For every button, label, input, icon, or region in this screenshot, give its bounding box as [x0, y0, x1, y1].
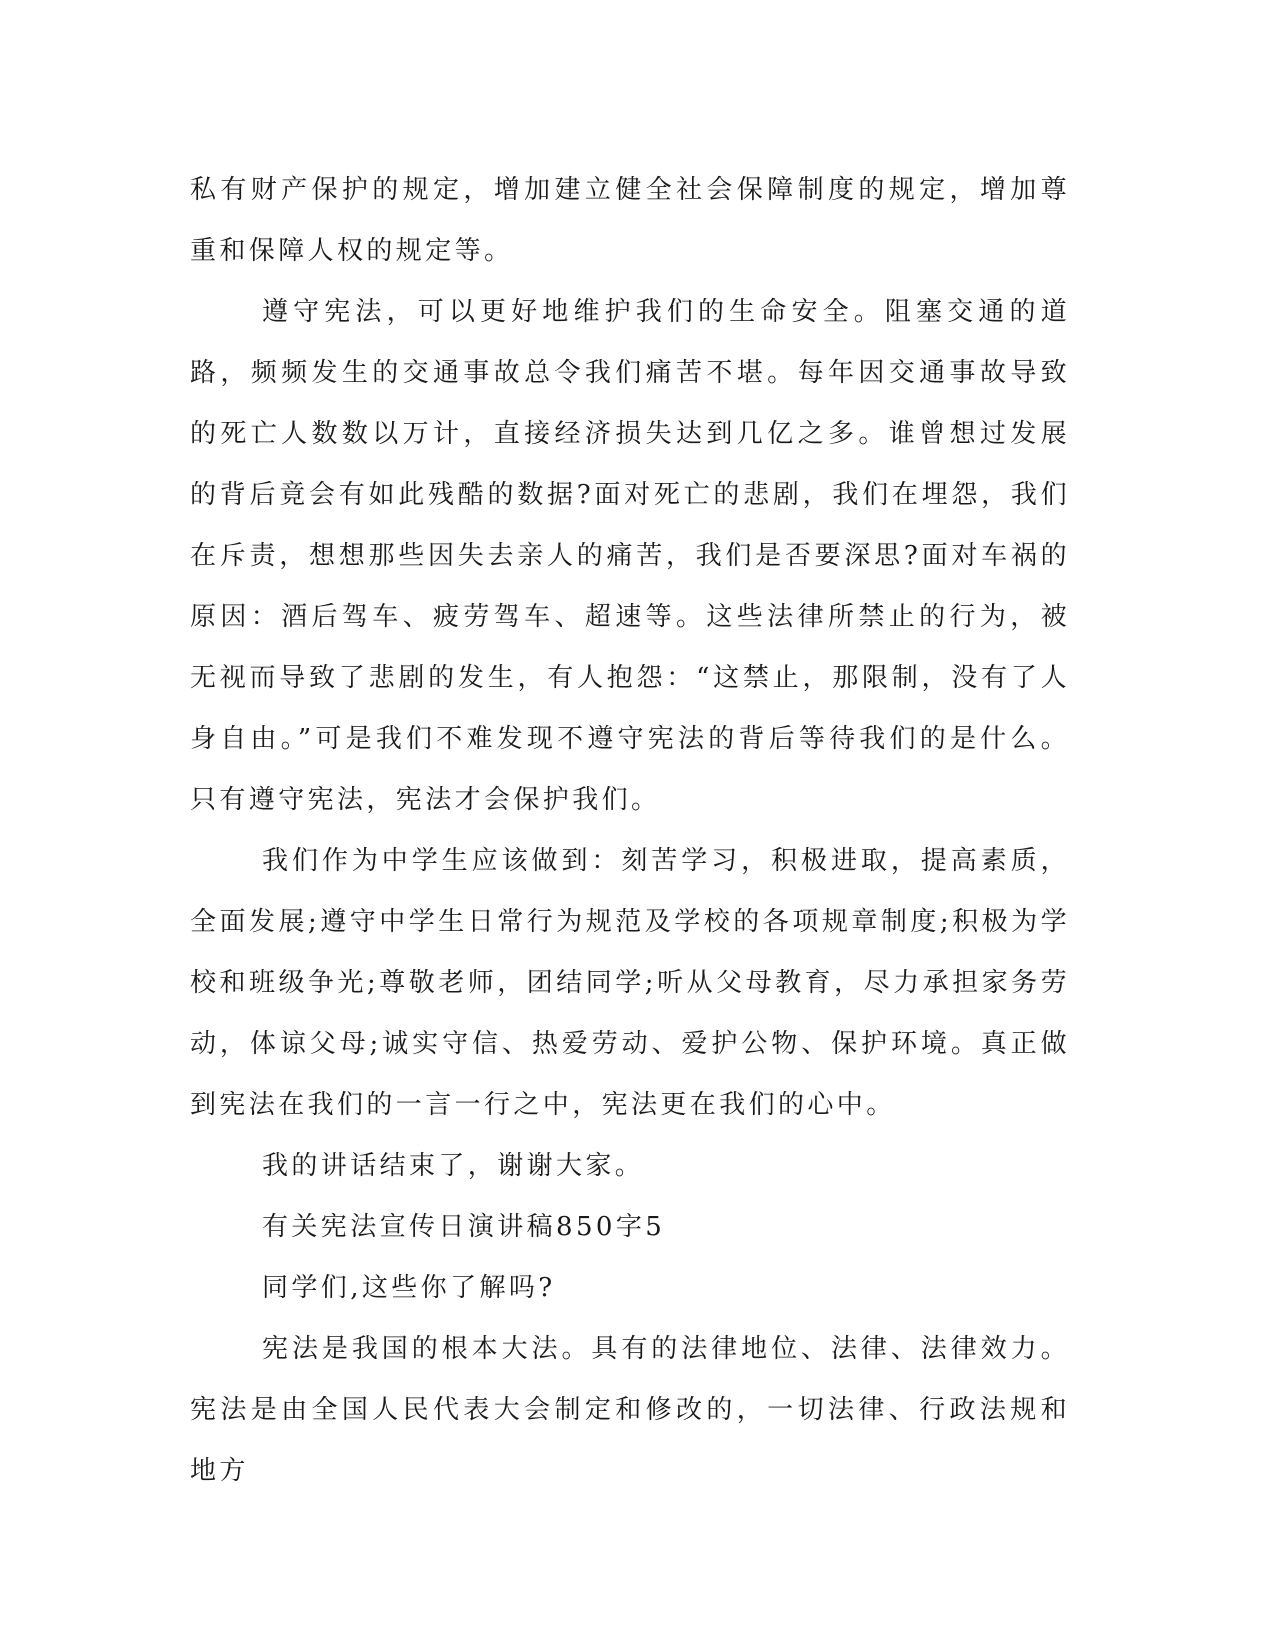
paragraph-closing: 我的讲话结束了，谢谢大家。 [262, 1151, 645, 1181]
section-heading: 有关宪法宣传日演讲稿850字5 [262, 1212, 666, 1242]
paragraph-greeting: 同学们,这些你了解吗? [262, 1273, 556, 1303]
document-body [190, 160, 1070, 1502]
paragraph-student-duties: 我们作为中学生应该做到：刻苦学习，积极进取，提高素质，全面发展;遵守中学生日常行为规范及学校的各项规章制度;积极为学校和班级争光;尊敬老师，团结同学;听从父母教育，尽力承担家务劳动，体谅父母;诚实守信、热爱劳动、爱护公物、保护环境。真正做到宪法在我们的一言一行之中，宪法更在我们的心中。 [190, 846, 1070, 1120]
paragraph-traffic-safety: 遵守宪法，可以更好地维护我们的生命安全。阻塞交通的道路，频频发生的交通事故总令我们痛苦不堪。每年因交通事故导致的死亡人数数以万计，直接经济损失达到几亿之多。谁曾想过发展的背后竟会有如此残酷的数据?面对死亡的悲剧，我们在埋怨，我们在斥责，想想那些因失去亲人的痛苦，我们是否要深思?面对车祸的原因：酒后驾车、疲劳驾车、超速等。这些法律所禁止的行为，被无视而导致了悲剧的发生，有人抱怨：“这禁止，那限制，没有了人身自由。”可是我们不难发现不遵守宪法的背后等待我们的是什么。只有遵守宪法，宪法才会保护我们。 [190, 297, 1070, 815]
paragraph-continuation: 私有财产保护的规定，增加建立健全社会保障制度的规定，增加尊重和保障人权的规定等。 [190, 175, 1070, 266]
paragraph-constitution-intro: 宪法是我国的根本大法。具有的法律地位、法律、法律效力。宪法是由全国人民代表大会制定和修改的，一切法律、行政法规和地方 [190, 1334, 1070, 1486]
